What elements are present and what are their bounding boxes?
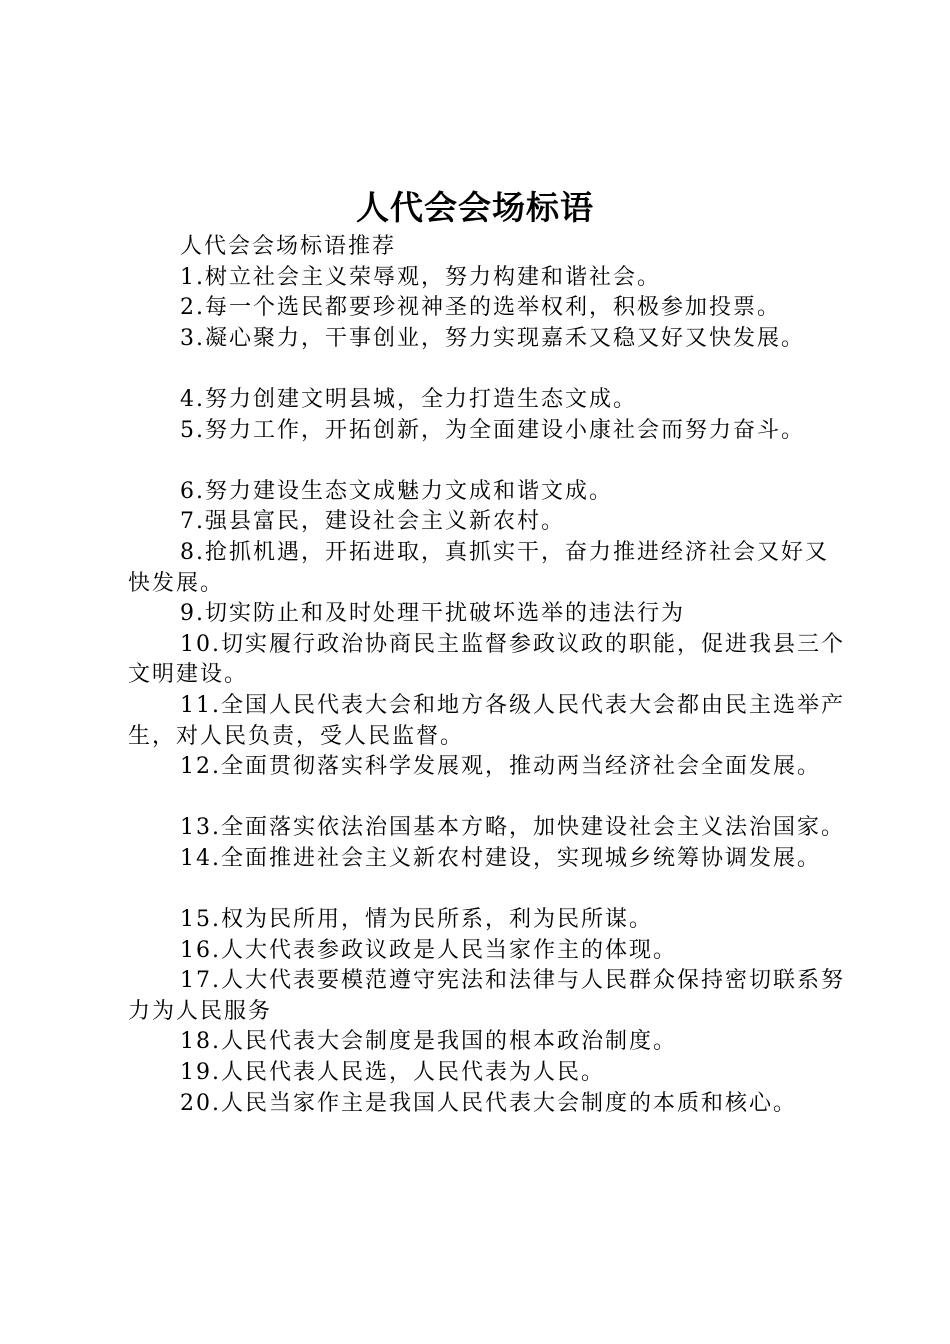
slogan-item: 4.努力创建文明县城，全力打造生态文成。	[180, 386, 637, 412]
slogan-item: 17.人大代表要模范遵守宪法和法律与人民群众保持密切联系努力为人民服务	[128, 968, 845, 1024]
slogan-item: 1.树立社会主义荣辱观，努力构建和谐社会。	[180, 264, 661, 290]
slogan-item: 7.强县富民，建设社会主义新农村。	[180, 509, 565, 535]
slogan-item: 5.努力工作，开拓创新，为全面建设小康社会而努力奋斗。	[180, 417, 805, 443]
slogan-item: 18.人民代表大会制度是我国的根本政治制度。	[180, 1029, 677, 1055]
slogan-item: 10.切实履行政治协商民主监督参政议政的职能，促进我县三个文明建设。	[128, 631, 845, 688]
page-title: 人代会会场标语	[356, 188, 594, 227]
slogan-item: 20.人民当家作主是我国人民代表大会制度的本质和核心。	[180, 1090, 797, 1116]
slogan-item: 8.抢抓机遇，开拓进取，真抓实干，奋力推进经济社会又好又快发展。	[128, 539, 829, 596]
slogan-item: 2.每一个选民都要珍视神圣的选举权利，积极参加投票。	[180, 295, 781, 321]
slogan-item: 12.全面贯彻落实科学发展观，推动两当经济社会全面发展。	[180, 754, 821, 780]
document-body	[128, 232, 850, 1119]
slogan-item: 11.全国人民代表大会和地方各级人民代表大会都由民主选举产生，对人民负责，受人民监督。	[128, 692, 845, 749]
slogan-item: 13.全面落实依法治国基本方略，加快建设社会主义法治国家。	[180, 815, 845, 841]
slogan-item: 3.凝心聚力，干事创业，努力实现嘉禾又稳又好又快发展。	[180, 325, 805, 351]
slogan-item: 6.努力建设生态文成魅力文成和谐文成。	[180, 478, 613, 504]
slogan-item: 16.人大代表参政议政是人民当家作主的体现。	[180, 937, 677, 963]
slogan-item: 19.人民代表人民选，人民代表为人民。	[180, 1060, 605, 1086]
slogan-item: 15.权为民所用，情为民所系，利为民所谋。	[180, 907, 653, 933]
intro-line: 人代会会场标语推荐	[180, 234, 397, 259]
slogan-item: 9.切实防止和及时处理干扰破坏选举的违法行为	[180, 601, 685, 627]
slogan-item: 14.全面推进社会主义新农村建设，实现城乡统筹协调发展。	[180, 845, 821, 871]
